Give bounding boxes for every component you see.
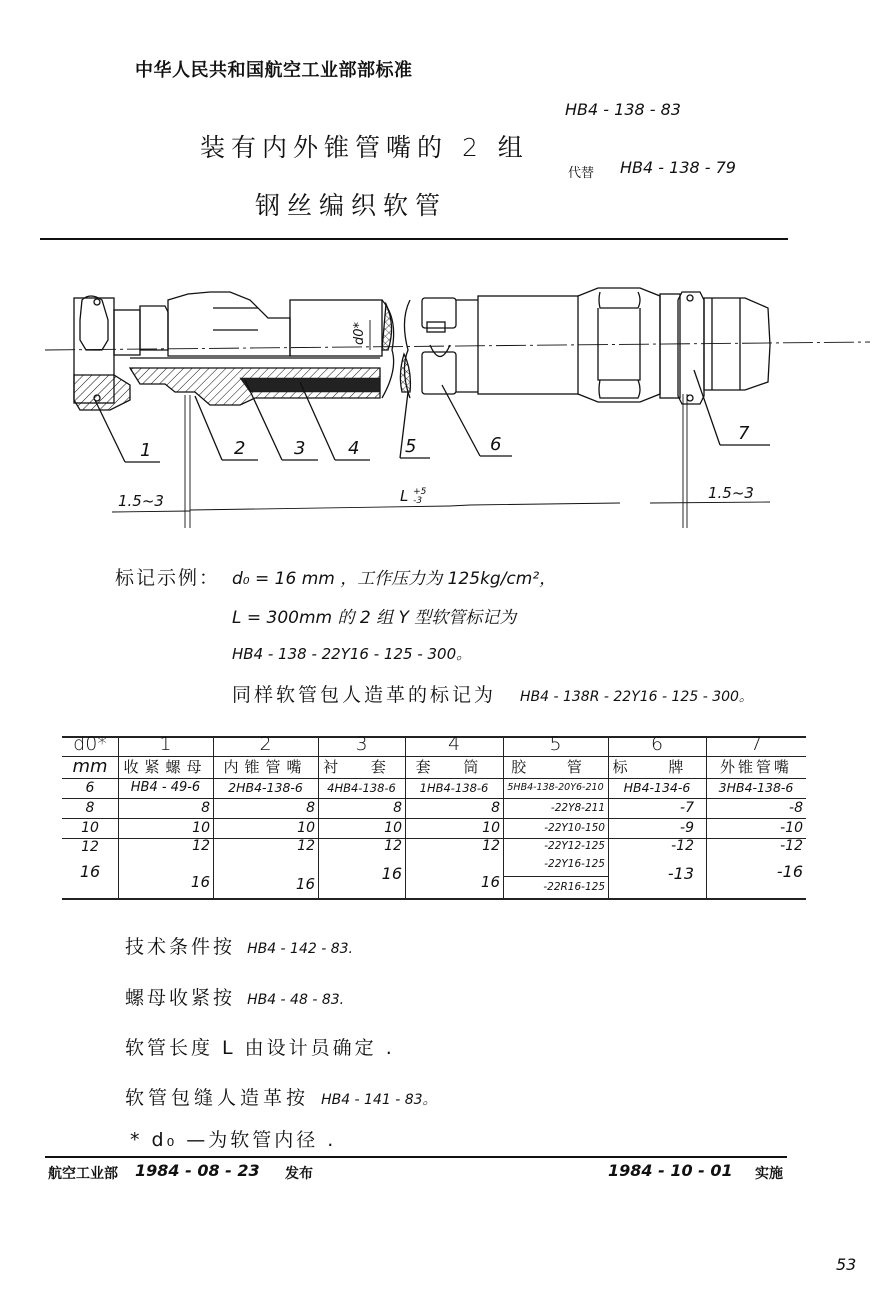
note-code: HB4 - 48 - 83.	[247, 992, 345, 1008]
document-title-line2: 钢丝编织软管	[255, 191, 448, 220]
document-title-line1: 装有内外锥管嘴的 2 组	[200, 133, 529, 162]
col-header-part-7: 7	[749, 733, 763, 755]
col-name-tag: 标 牌	[612, 758, 702, 776]
table-row-12-c4: 12	[482, 838, 500, 854]
parts-table	[62, 733, 806, 900]
table-row-10-c6: -9	[680, 820, 694, 836]
col-name-bushing: 衬 套	[323, 758, 400, 776]
callout-1: 1	[140, 440, 152, 461]
table-row-6-c3: 4HB4-138-6	[327, 781, 396, 795]
col-name-hose: 胶 管	[511, 758, 600, 776]
table-row-6-c7: 3HB4-138-6	[718, 780, 794, 795]
table-row-6-c6: HB4-134-6	[623, 780, 691, 795]
table-row-6-c5: 5HB4-138-20Y6-210	[507, 782, 604, 793]
col-name-outer-cone-nozzle: 外锥管嘴	[719, 758, 792, 776]
table-row-10-c3: 10	[384, 820, 402, 836]
note-text: * d₀ —为软管内径 .	[130, 1129, 337, 1151]
tol-upper: +5	[413, 486, 427, 497]
table-row-8-c3: 8	[393, 800, 402, 816]
marking-example-line2: L = 300mm 的 2 组 Y 型软管标记为	[232, 608, 517, 628]
header-divider	[40, 238, 788, 240]
footer-effective-date: 1984 - 10 - 01	[608, 1161, 733, 1180]
col-header-part-2: 2	[259, 733, 272, 755]
note-text: 螺母收紧按	[125, 987, 236, 1009]
table-row-10-c2: 10	[297, 820, 315, 836]
supersedes-number: HB4 - 138 - 79	[620, 158, 736, 177]
note-code: HB4 - 141 - 83。	[321, 1092, 437, 1108]
dim-length-symbol: L	[400, 487, 409, 505]
table-row-16-c5-y: -22Y16-125	[544, 858, 605, 870]
table-row-16-c5-r: -22R16-125	[543, 881, 605, 893]
table-row-8-c6: -7	[680, 800, 694, 816]
supersedes-label: 代替	[568, 166, 595, 181]
col-name-sleeve: 套 筒	[415, 758, 493, 776]
col-unit-mm: mm	[72, 756, 108, 777]
footer-effective-label: 实施	[755, 1166, 783, 1182]
table-row-16-c2: 16	[295, 875, 315, 893]
table-row-6-c4: 1HB4-138-6	[419, 781, 489, 795]
inner-diameter-label: d0*	[352, 321, 367, 345]
table-row-12-c3: 12	[384, 838, 402, 854]
table-row-12-c5: -22Y12-125	[544, 840, 605, 852]
table-row-12-c2: 12	[297, 838, 315, 854]
dim-length	[400, 487, 426, 506]
footer-divider	[45, 1156, 787, 1158]
col-header-d0: d0*	[73, 733, 107, 755]
table-row-6-c2: 2HB4-138-6	[228, 780, 303, 795]
dim-left-gap: 1.5~3	[118, 492, 164, 510]
table-row-10-c4: 10	[482, 820, 500, 836]
table-row-10-c5: -22Y10-150	[544, 822, 605, 834]
table-row-8-c7: -8	[789, 800, 803, 816]
table-row-16-c7: -16	[776, 862, 803, 881]
dim-length-tolerance	[413, 488, 426, 506]
marking-example-leather-code: HB4 - 138R - 22Y16 - 125 - 300。	[520, 689, 753, 705]
note-technical-conditions	[125, 932, 353, 959]
col-name-tightening-nut: 收紧螺母	[123, 758, 208, 776]
callout-3: 3	[294, 438, 306, 459]
table-row-10-c7: -10	[780, 820, 803, 836]
marking-example-line1: d₀ = 16 mm ，工作压力为 125kg/cm²，	[232, 569, 557, 589]
table-row-12-c6: -12	[671, 838, 694, 854]
col-header-part-6: 6	[650, 733, 664, 755]
dim-right-gap: 1.5~3	[708, 484, 754, 502]
callout-2: 2	[234, 438, 246, 459]
callout-7: 7	[738, 423, 750, 444]
note-hose-length	[125, 1033, 395, 1060]
table-row-12-c1: 12	[192, 838, 210, 854]
table-row-8-c1: 8	[201, 800, 210, 816]
table-row-16-c3: 16	[381, 864, 402, 883]
col-header-part-3: 3	[355, 733, 368, 755]
table-row-16-c1: 16	[190, 873, 210, 891]
page-number: 53	[836, 1255, 857, 1274]
table-row-8-c2: 8	[306, 800, 315, 816]
col-header-part-4: 4	[447, 733, 461, 755]
note-code: HB4 - 142 - 83.	[247, 941, 353, 957]
marking-example-leather-prefix: 同样软管包人造革的标记为	[232, 684, 497, 706]
table-row-16-d0: 16	[79, 862, 101, 881]
standard-number: HB4 - 138 - 83	[565, 100, 681, 119]
table-row-12-c7: -12	[780, 838, 803, 854]
col-header-part-5: 5	[549, 733, 562, 755]
tol-lower: -3	[413, 495, 423, 506]
footer-issuer: 航空工业部	[48, 1166, 118, 1182]
table-row-10-d0: 10	[81, 820, 99, 836]
table-row-16-c4: 16	[480, 873, 500, 891]
note-leather-wrap	[125, 1083, 437, 1110]
col-name-inner-cone-nozzle: 内锥管嘴	[223, 758, 308, 776]
callout-6: 6	[490, 434, 502, 455]
table-row-12-d0: 12	[81, 839, 99, 855]
org-standard-title: 中华人民共和国航空工业部部标准	[135, 60, 413, 81]
table-row-6-d0: 6	[85, 780, 95, 796]
note-text: 软管包缝人造革按	[125, 1087, 310, 1109]
marking-example-code: HB4 - 138 - 22Y16 - 125 - 300。	[232, 645, 472, 663]
note-text: 技术条件按	[125, 936, 236, 958]
table-row-16-c6: -13	[667, 864, 694, 883]
table-row-8-d0: 8	[85, 800, 95, 816]
footer-issue-date: 1984 - 08 - 23	[135, 1161, 260, 1180]
note-nut-tightening	[125, 983, 344, 1010]
callout-4: 4	[348, 438, 360, 459]
footer-issue-label: 发布	[285, 1166, 313, 1182]
table-row-8-c5: -22Y8-211	[550, 802, 605, 814]
marking-example-label: 标记示例：	[115, 567, 221, 589]
note-d0-definition	[130, 1125, 336, 1152]
table-row-6-c1: HB4 - 49-6	[130, 780, 201, 795]
table-row-10-c1: 10	[192, 820, 210, 836]
col-header-part-1: 1	[159, 733, 172, 755]
note-text: 软管长度 L 由设计员确定 .	[125, 1037, 395, 1059]
callout-5: 5	[405, 436, 417, 457]
table-row-8-c4: 8	[491, 800, 500, 816]
